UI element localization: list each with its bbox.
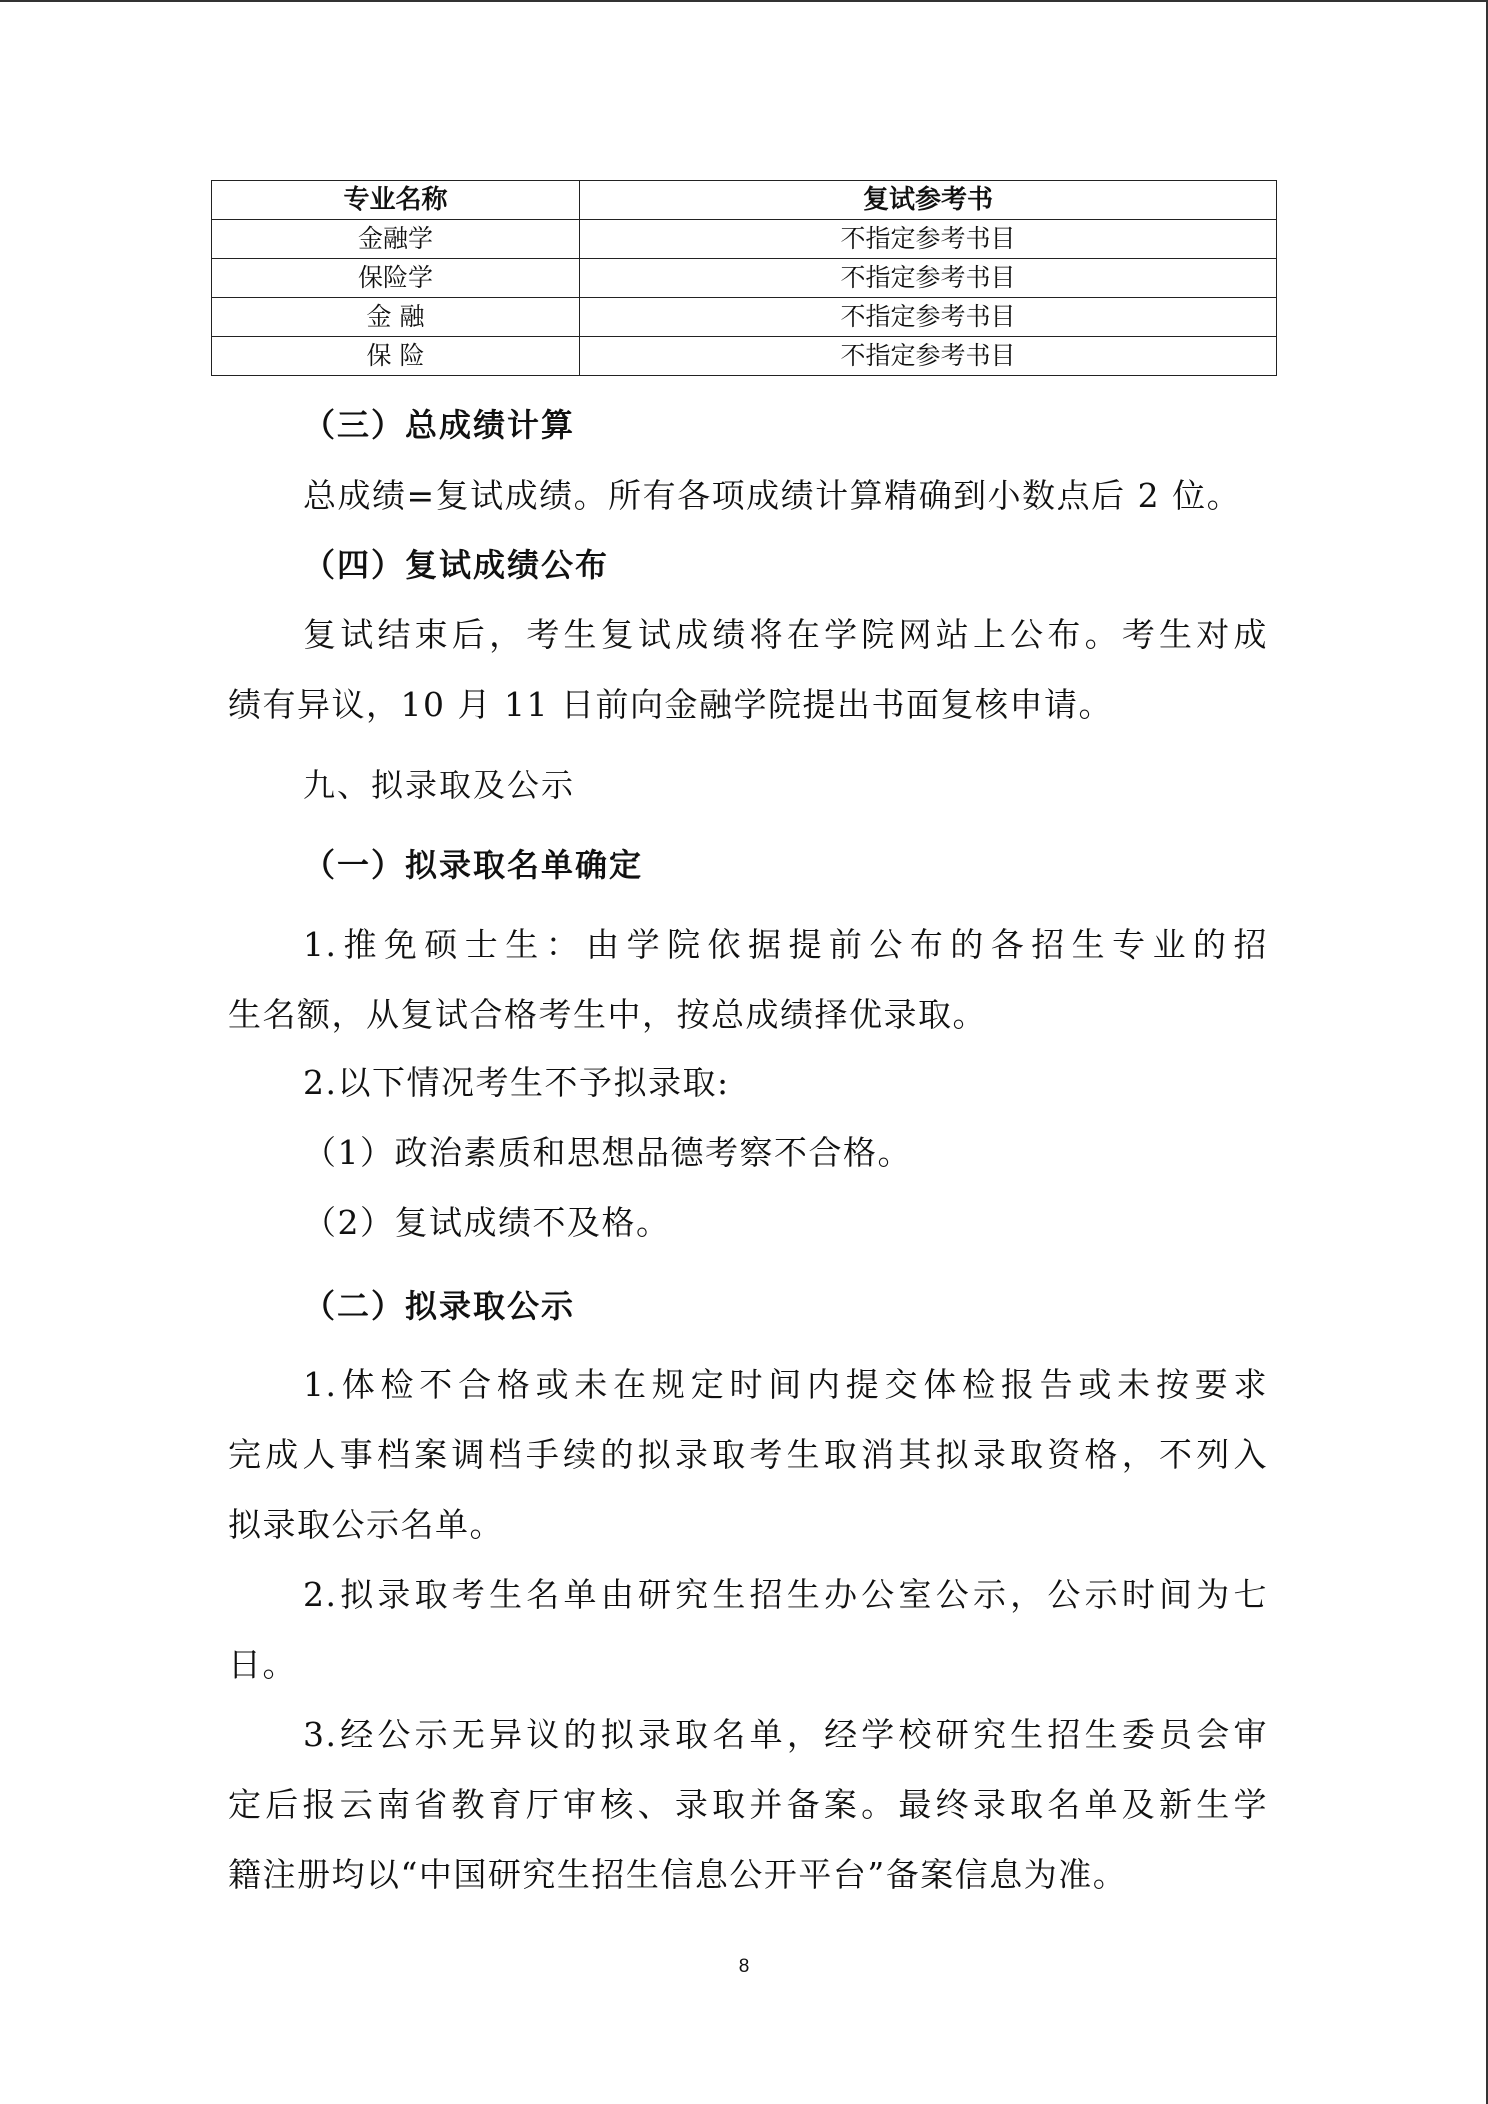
paragraph-not-admitted: 2.以下情况考生不予拟录取: [303, 1063, 730, 1102]
list-item-not-admitted-1: （1）政治素质和思想品德考察不合格。 [303, 1133, 912, 1172]
paragraph-publicity-2-line2: 日。 [228, 1645, 297, 1684]
paragraph-publicity-1-line1: 1.体检不合格或未在规定时间内提交体检报告或未按要求 [303, 1365, 1268, 1404]
section-heading-total-score: （三）总成绩计算 [303, 406, 576, 444]
paragraph-publicity-3-line3: 籍注册均以“中国研究生招生信息公开平台”备案信息为准。 [228, 1855, 1128, 1894]
table-cell-books: 不指定参考书目 [580, 298, 1277, 337]
reference-books-table [211, 180, 1277, 376]
table-row [212, 220, 1277, 259]
paragraph-publicity-3-line2: 定后报云南省教育厅审核、录取并备案。最终录取名单及新生学 [228, 1785, 1268, 1824]
list-item-not-admitted-2: （2）复试成绩不及格。 [303, 1203, 671, 1242]
table-cell-books: 不指定参考书目 [580, 220, 1277, 259]
paragraph-score-publish-line1: 复试结束后，考生复试成绩将在学院网站上公布。考生对成 [303, 615, 1268, 654]
section-heading-admission: 九、拟录取及公示 [303, 766, 576, 804]
table-cell-books: 不指定参考书目 [580, 337, 1277, 376]
table-cell-major: 保 险 [212, 337, 580, 376]
table-row [212, 337, 1277, 376]
paragraph-exempt-line1: 1.推免硕士生：由学院依据提前公布的各招生专业的招 [303, 925, 1268, 964]
paragraph-score-publish-line2: 绩有异议，10 月 11 日前向金融学院提出书面复核申请。 [228, 685, 1113, 724]
paragraph-total-score: 总成绩=复试成绩。所有各项成绩计算精确到小数点后 2 位。 [303, 476, 1242, 515]
paragraph-exempt-line2: 生名额，从复试合格考生中，按总成绩择优录取。 [228, 995, 987, 1034]
paragraph-publicity-1-line3: 拟录取公示名单。 [228, 1505, 504, 1544]
table-row [212, 298, 1277, 337]
page-number: 8 [738, 1956, 750, 1977]
table-header-row [212, 181, 1277, 220]
page-edge-top [0, 0, 1488, 2]
table-cell-major: 金 融 [212, 298, 580, 337]
paragraph-publicity-3-line1: 3.经公示无异议的拟录取名单，经学校研究生招生委员会审 [303, 1715, 1268, 1754]
section-heading-publicity: （二）拟录取公示 [303, 1287, 576, 1325]
table-header-major: 专业名称 [212, 181, 580, 220]
paragraph-publicity-1-line2: 完成人事档案调档手续的拟录取考生取消其拟录取资格，不列入 [228, 1435, 1268, 1474]
section-heading-list-confirm: （一）拟录取名单确定 [303, 846, 644, 884]
table-row [212, 259, 1277, 298]
table-header-books: 复试参考书 [580, 181, 1277, 220]
table-cell-major: 金融学 [212, 220, 580, 259]
section-heading-score-publish: （四）复试成绩公布 [303, 546, 610, 584]
table-cell-books: 不指定参考书目 [580, 259, 1277, 298]
paragraph-publicity-2-line1: 2.拟录取考生名单由研究生招生办公室公示，公示时间为七 [303, 1575, 1268, 1614]
table-cell-major: 保险学 [212, 259, 580, 298]
